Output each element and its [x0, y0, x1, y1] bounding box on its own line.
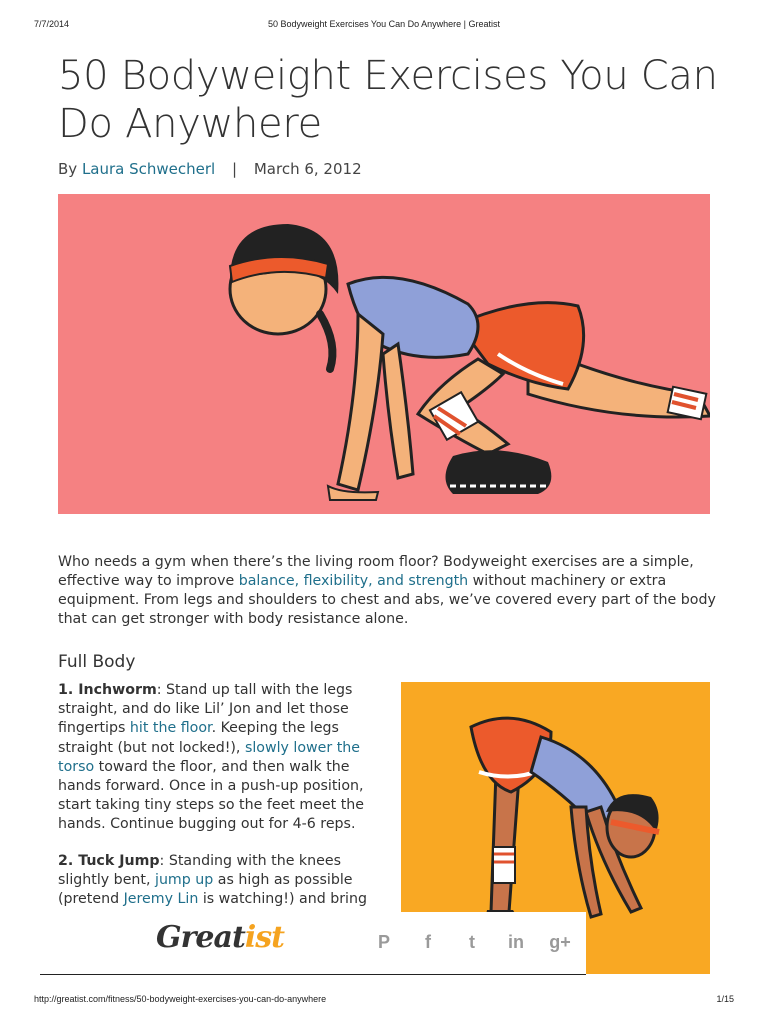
article-title: 50 Bodyweight Exercises You Can Do Anywhere	[58, 53, 718, 147]
exercise-text: is watching!) and bring	[198, 891, 367, 908]
intro-text-1: Who needs a gym when there’s the living room floor? Bodyweight exercises are a simple, effective way to improve	[58, 554, 694, 589]
hero-illustration	[58, 194, 710, 514]
google-plus-icon[interactable]: g+	[549, 932, 571, 952]
logo-accent: ist	[244, 920, 284, 955]
exercise-text: . Keeping the legs straight (but not locked!),	[58, 720, 339, 756]
publish-date: March 6, 2012	[253, 160, 362, 178]
share-icons	[362, 932, 582, 953]
linkedin-icon[interactable]: in	[508, 932, 524, 952]
intro-link-balance[interactable]: balance, flexibility, and strength	[238, 573, 469, 589]
print-date: 7/7/2014	[34, 19, 70, 29]
byline-separator: |	[232, 160, 238, 178]
mountain-climber-illustration	[58, 194, 710, 514]
print-title: 50 Bodyweight Exercises You Can Do Anywhere | Greatist	[268, 19, 500, 29]
exercise-text: toward the floor, and then walk the hands forward. Once in a push-up position, start taking tiny steps so the feet meet the hands. Continue bugging out for 4-6 reps.	[58, 758, 365, 833]
pinterest-icon[interactable]: P	[377, 932, 390, 952]
logo-main: Great	[156, 920, 245, 955]
greatist-logo[interactable]	[156, 920, 284, 955]
intro-paragraph	[58, 553, 720, 629]
print-page-number: 1/15	[716, 994, 734, 1004]
exercise-inchworm	[58, 681, 378, 835]
link-slowly-lower-torso[interactable]: slowly lower the torso	[58, 739, 360, 775]
twitter-icon[interactable]: t	[469, 932, 475, 952]
exercise-text: : Standing with the knees slightly bent,	[58, 853, 341, 889]
link-jeremy-lin[interactable]: Jeremy Lin	[123, 891, 199, 908]
byline	[58, 160, 362, 178]
exercise-name: 2. Tuck Jump	[58, 853, 160, 869]
author-link[interactable]: Laura Schwecherl	[81, 160, 216, 178]
exercise-name: 1. Inchworm	[58, 682, 157, 698]
intro-text-2: without machinery or extra equipment. From legs and shoulders to chest and abs, we’ve covered every part of the body that can get stronger with body resistance alone.	[58, 573, 716, 627]
facebook-icon[interactable]: f	[425, 932, 431, 952]
exercise-text: as high as possible (pretend	[58, 872, 353, 908]
byline-prefix: By	[58, 160, 78, 178]
print-url: http://greatist.com/fitness/50-bodyweight-exercises-you-can-do-anywhere	[34, 994, 327, 1004]
exercise-text: : Stand up tall with the legs straight, and do like Lil’ Jon and let those fingertips	[58, 682, 353, 737]
section-heading-full-body: Full Body	[58, 652, 136, 672]
share-bar	[40, 912, 586, 975]
link-jump-up[interactable]: jump up	[155, 872, 214, 889]
exercise-tuck-jump	[58, 852, 388, 910]
link-hit-the-floor[interactable]: hit the floor	[129, 720, 212, 737]
